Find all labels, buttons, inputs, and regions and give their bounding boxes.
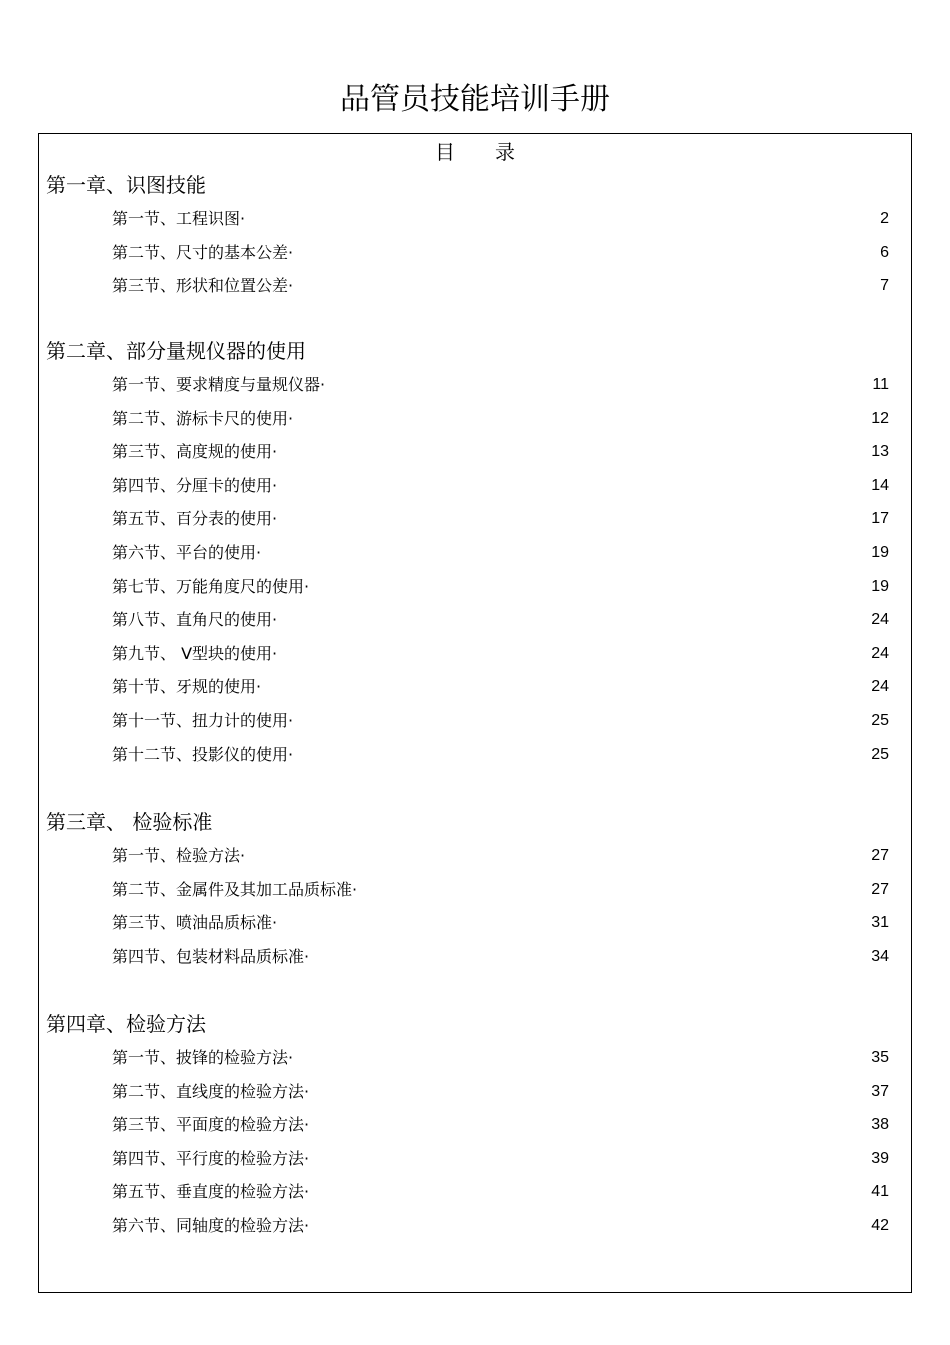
toc-entry-label: 第二节、尺寸的基本公差· — [112, 242, 294, 262]
dot-leader — [323, 944, 853, 970]
toc-entry-label: 第一节、检验方法· — [112, 846, 246, 865]
dot-leader — [291, 641, 853, 667]
toc-entry-label: 第二节、金属件及其加工品质标准· — [112, 879, 358, 899]
toc-entry-label: 第六节、同轴度的检验方法· — [112, 1216, 310, 1235]
toc-entry-label: 第十一节、扭力计的使用· — [112, 711, 294, 730]
dot-leader — [291, 439, 853, 465]
toc-entry-label: 第十二节、投影仪的使用· — [112, 744, 294, 764]
chapter-title: 第三章、 检验标准 — [46, 810, 213, 834]
toc-entry[interactable] — [112, 1112, 889, 1138]
toc-entry-label: 第一节、要求精度与量规仪器· — [112, 375, 326, 394]
toc-entry[interactable] — [112, 641, 889, 667]
toc-heading-left: 目 — [435, 140, 455, 164]
toc-entry-label: 第三节、平面度的检验方法· — [112, 1115, 310, 1135]
toc-entry-page-number: 25 — [871, 745, 889, 763]
chapter-title: 第四章、检验方法 — [46, 1012, 206, 1036]
toc-entry-page-number: 12 — [871, 409, 889, 427]
toc-entry[interactable] — [112, 1146, 889, 1172]
dot-leader — [339, 372, 853, 398]
toc-entry-page-number: 42 — [871, 1217, 889, 1234]
toc-heading-right: 录 — [495, 140, 515, 164]
toc-entry-page-number: 24 — [871, 678, 889, 696]
toc-entry[interactable] — [112, 439, 889, 465]
document-title: 品管员技能培训手册 — [340, 82, 610, 117]
toc-entry[interactable] — [112, 273, 889, 299]
toc-entry[interactable] — [112, 540, 889, 566]
chapter-title: 第一章、识图技能 — [46, 173, 206, 197]
toc-entry[interactable] — [112, 708, 889, 734]
toc-entry[interactable] — [112, 1045, 889, 1071]
toc-entry-page-number: 31 — [871, 914, 889, 932]
dot-leader — [275, 674, 853, 700]
toc-entry-label: 第七节、万能角度尺的使用· — [112, 576, 310, 596]
dot-leader — [323, 574, 853, 600]
toc-entry[interactable] — [112, 1213, 889, 1239]
toc-entry[interactable] — [112, 506, 889, 532]
toc-entry[interactable] — [112, 1179, 889, 1205]
toc-entry[interactable] — [112, 372, 889, 398]
dot-leader — [291, 910, 853, 936]
toc-entry-page-number: 19 — [871, 577, 889, 595]
toc-entry-label: 第四节、分厘卡的使用· — [112, 475, 278, 495]
toc-entry[interactable] — [112, 206, 889, 232]
toc-entry[interactable] — [112, 406, 889, 432]
toc-entry-label: 第一节、工程识图· — [112, 209, 246, 228]
dot-leader — [307, 742, 853, 768]
toc-entry-label: 第五节、百分表的使用· — [112, 509, 278, 529]
table-of-contents — [38, 133, 912, 1293]
toc-entry-label: 第三节、高度规的使用· — [112, 442, 278, 462]
dot-leader — [259, 206, 853, 232]
toc-entry-label: 第三节、形状和位置公差· — [112, 276, 294, 296]
toc-entry-page-number: 6 — [880, 243, 889, 261]
toc-entry-page-number: 24 — [871, 644, 889, 662]
toc-entry-page-number: 11 — [872, 376, 889, 393]
dot-leader — [371, 877, 853, 903]
dot-leader — [291, 506, 853, 532]
dot-leader — [275, 540, 853, 566]
dot-leader — [307, 240, 853, 266]
dot-leader — [307, 1045, 853, 1071]
toc-entry-label: 第九节、 V型块的使用· — [112, 643, 278, 663]
chapter-title: 第二章、部分量规仪器的使用 — [46, 339, 306, 363]
toc-entry-page-number: 27 — [871, 847, 889, 864]
toc-entry[interactable] — [112, 843, 889, 869]
toc-entry-page-number: 2 — [880, 210, 889, 227]
toc-entry-page-number: 7 — [880, 277, 889, 295]
toc-entry[interactable] — [112, 607, 889, 633]
dot-leader — [323, 1213, 853, 1239]
toc-entry-label: 第一节、披锋的检验方法· — [112, 1048, 294, 1067]
toc-entry-page-number: 27 — [871, 880, 889, 898]
toc-entry-page-number: 39 — [871, 1149, 889, 1167]
toc-entry-label: 第二节、游标卡尺的使用· — [112, 408, 294, 428]
dot-leader — [323, 1146, 853, 1172]
toc-entry[interactable] — [112, 473, 889, 499]
dot-leader — [259, 843, 853, 869]
dot-leader — [323, 1179, 853, 1205]
toc-entry[interactable] — [112, 877, 889, 903]
toc-entry[interactable] — [112, 944, 889, 970]
toc-entry-page-number: 19 — [871, 544, 889, 561]
toc-entry-page-number: 17 — [871, 510, 889, 528]
toc-entry-page-number: 34 — [871, 947, 889, 965]
dot-leader — [307, 406, 853, 432]
toc-entry-label: 第四节、包装材料品质标准· — [112, 946, 310, 966]
toc-entry[interactable] — [112, 574, 889, 600]
toc-entry[interactable] — [112, 910, 889, 936]
toc-entry-label: 第六节、平台的使用· — [112, 543, 262, 562]
toc-entry-page-number: 41 — [871, 1183, 889, 1201]
toc-entry-label: 第十节、牙规的使用· — [112, 677, 262, 697]
toc-entry[interactable] — [112, 742, 889, 768]
toc-entry[interactable] — [112, 1079, 889, 1105]
toc-entry-page-number: 25 — [871, 712, 889, 729]
dot-leader — [323, 1079, 853, 1105]
dot-leader — [323, 1112, 853, 1138]
toc-entry-label: 第八节、直角尺的使用· — [112, 610, 278, 630]
toc-entry-label: 第三节、喷油品质标准· — [112, 913, 278, 933]
dot-leader — [307, 708, 853, 734]
toc-entry-page-number: 14 — [871, 476, 889, 494]
toc-entry-label: 第四节、平行度的检验方法· — [112, 1148, 310, 1168]
toc-entry-label: 第五节、垂直度的检验方法· — [112, 1182, 310, 1202]
dot-leader — [291, 607, 853, 633]
toc-entry[interactable] — [112, 674, 889, 700]
toc-entry-page-number: 38 — [871, 1116, 889, 1134]
toc-entry[interactable] — [112, 240, 889, 266]
dot-leader — [307, 273, 853, 299]
toc-entry-label: 第二节、直线度的检验方法· — [112, 1081, 310, 1101]
toc-entry-page-number: 24 — [871, 611, 889, 629]
dot-leader — [291, 473, 853, 499]
toc-entry-page-number: 37 — [871, 1082, 889, 1100]
toc-entry-page-number: 35 — [871, 1049, 889, 1066]
toc-entry-page-number: 13 — [871, 443, 889, 461]
toc-heading — [39, 138, 911, 166]
